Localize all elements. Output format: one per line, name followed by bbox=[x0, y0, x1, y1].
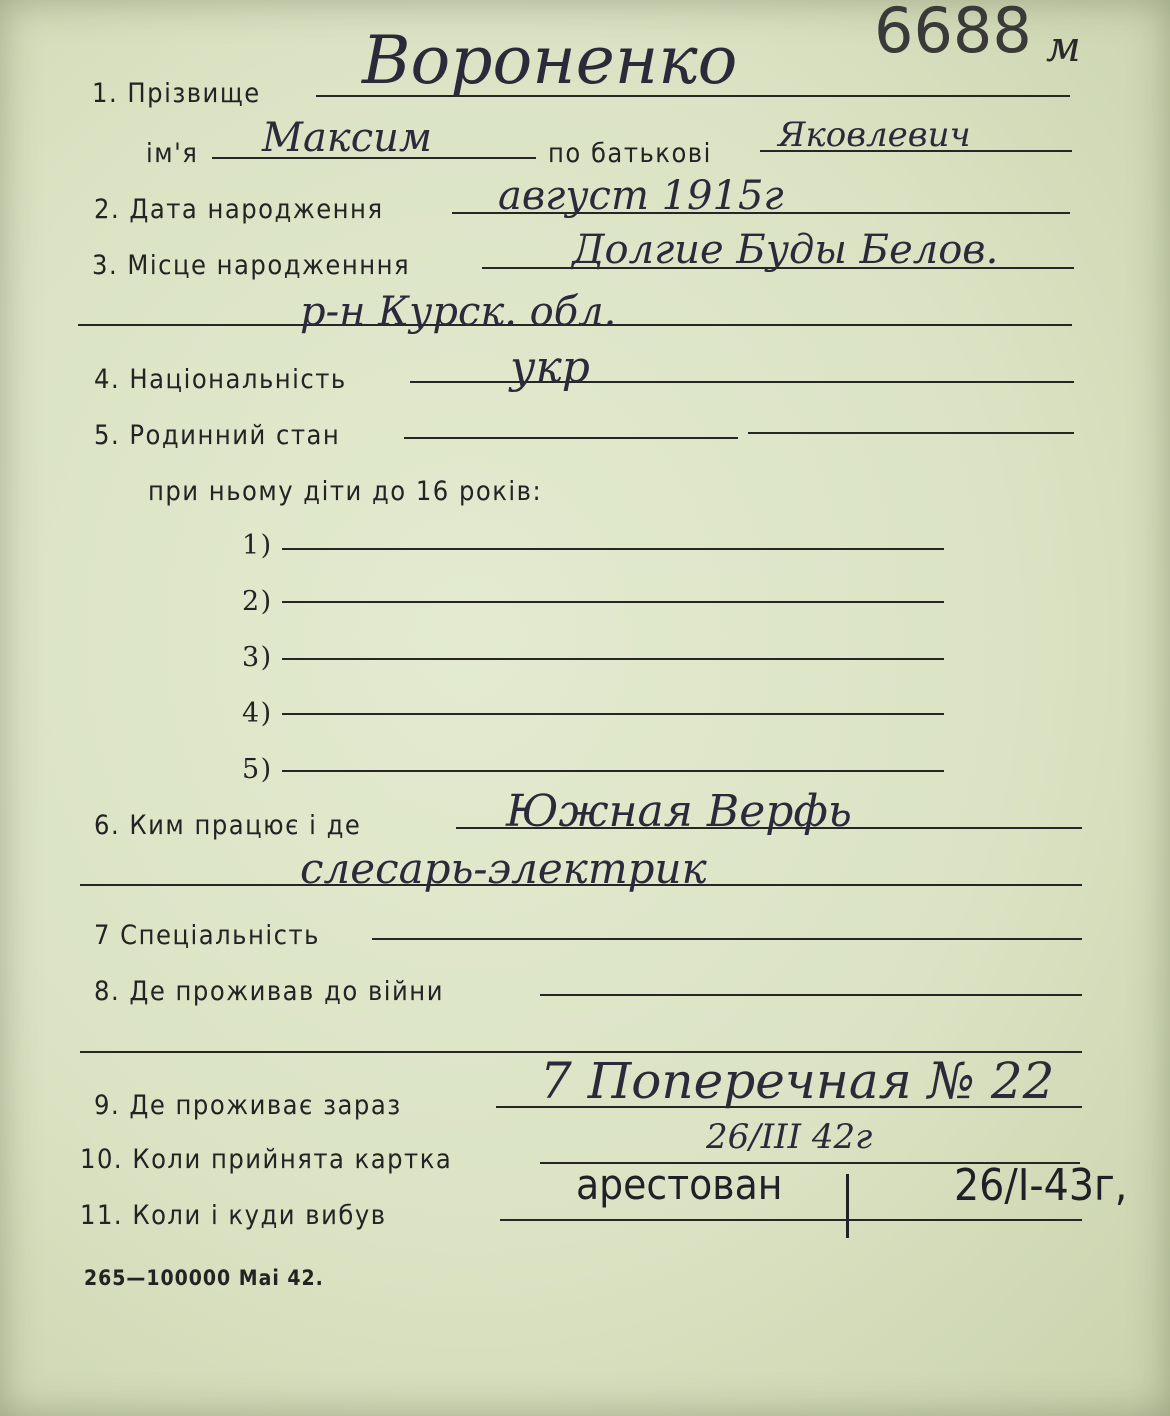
employment-label: 6. Ким працює і де bbox=[94, 810, 362, 841]
child-5-label: 5) bbox=[242, 754, 273, 785]
departure-label: 11. Коли і куди вибув bbox=[80, 1200, 387, 1231]
child-3-line bbox=[282, 658, 944, 660]
nationality-value: укр bbox=[510, 342, 590, 393]
card-number-suffix: м bbox=[1046, 22, 1081, 71]
patronymic-value: Яковлевич bbox=[778, 115, 971, 155]
card-number: 6688 bbox=[874, 0, 1032, 67]
child-1-label: 1) bbox=[242, 530, 273, 561]
birth-place-value-2: р-н Курск. обл. bbox=[300, 289, 617, 335]
family-status-label: 5. Родинний стан bbox=[94, 420, 341, 451]
employment-value-1: Южная Верфь bbox=[506, 786, 852, 837]
first-name-label: ім'я bbox=[146, 138, 199, 169]
child-3-label: 3) bbox=[242, 642, 273, 673]
card-accepted-label: 10. Коли прийнята картка bbox=[80, 1144, 453, 1175]
child-4-line bbox=[282, 713, 944, 715]
birth-date-label: 2. Дата народження bbox=[94, 194, 384, 225]
patronymic-label: по батькові bbox=[548, 138, 712, 169]
first-name-value: Максим bbox=[262, 115, 433, 161]
card-accepted-value: 26/III 42г bbox=[706, 1117, 873, 1157]
departure-line bbox=[500, 1219, 1082, 1221]
current-residence-label: 9. Де проживає зараз bbox=[94, 1090, 402, 1121]
specialty-label: 7 Спеціальність bbox=[94, 920, 320, 951]
current-residence-value: 7 Поперечная № 22 bbox=[540, 1052, 1055, 1110]
family-status-line-1 bbox=[404, 437, 738, 439]
birth-date-value: август 1915г bbox=[498, 173, 784, 219]
family-status-line-2 bbox=[748, 432, 1074, 434]
departure-bracket-mark bbox=[846, 1174, 849, 1238]
child-5-line bbox=[282, 770, 944, 772]
prewar-residence-line bbox=[540, 994, 1082, 996]
birth-place-label: 3. Місце народженння bbox=[92, 250, 411, 281]
child-2-label: 2) bbox=[242, 586, 273, 617]
child-1-line bbox=[282, 548, 944, 550]
surname-label: 1. Прізвище bbox=[92, 78, 261, 109]
birth-place-value-1: Долгие Буды Белов. bbox=[572, 227, 999, 273]
surname-value: Вороненко bbox=[362, 22, 738, 99]
specialty-line bbox=[372, 938, 1082, 940]
print-run-footer: 265—100000 Маі 42. bbox=[84, 1266, 324, 1290]
children-header: при ньому діти до 16 років: bbox=[148, 476, 543, 507]
child-4-label: 4) bbox=[242, 698, 273, 729]
departure-value-left: арестован bbox=[576, 1160, 783, 1209]
employment-value-2: слесарь-электрик bbox=[300, 844, 707, 893]
nationality-label: 4. Національність bbox=[94, 364, 347, 395]
departure-value-right: 26/I-43г, bbox=[954, 1160, 1128, 1211]
child-2-line bbox=[282, 601, 944, 603]
prewar-residence-label: 8. Де проживав до війни bbox=[94, 976, 444, 1007]
